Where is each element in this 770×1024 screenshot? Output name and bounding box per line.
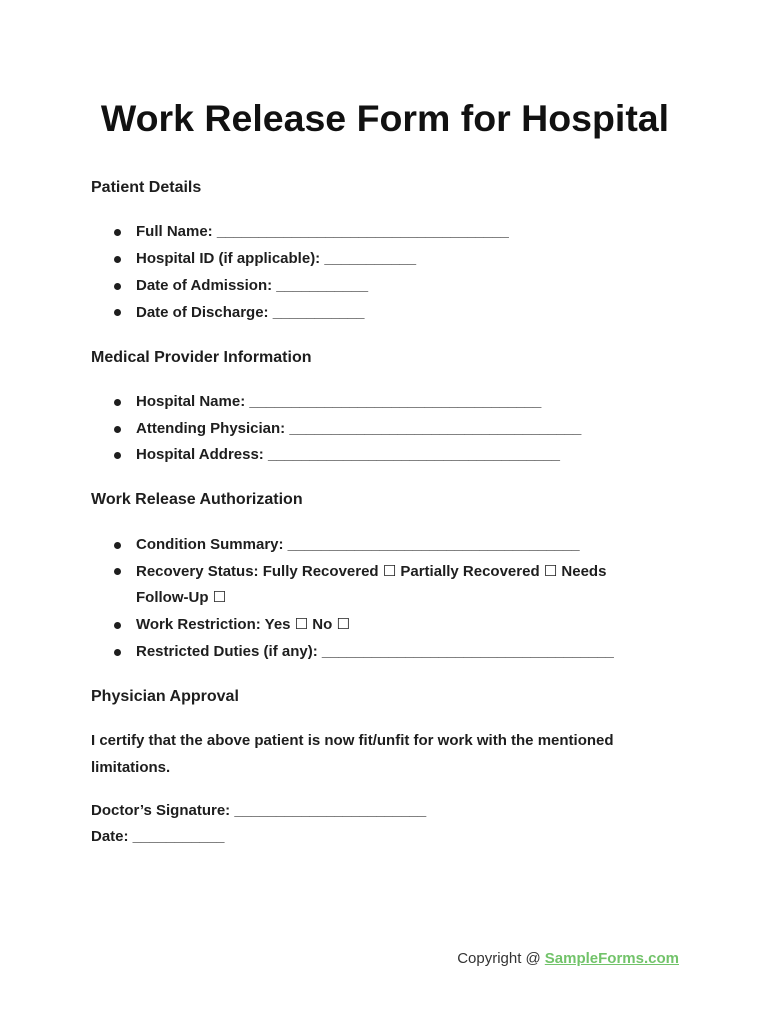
bullet-icon	[114, 399, 121, 406]
field-condition-summary	[91, 532, 632, 559]
bullet-icon	[114, 426, 121, 433]
form-body	[91, 176, 679, 870]
field-date-of-admission	[91, 273, 632, 300]
field-date-of-discharge	[91, 300, 632, 327]
field-list	[91, 219, 632, 326]
field-text: Restricted Duties (if any): ___________________________________	[136, 642, 614, 660]
field-hospital-id	[91, 246, 632, 273]
section-work-release-authorization	[91, 488, 679, 665]
bullet-icon	[114, 622, 121, 629]
field-list	[91, 532, 632, 666]
field-text: Recovery Status: Fully Recovered ☐ Partially Recovered ☐ Needs Follow-Up ☐	[136, 562, 607, 607]
section-heading: Medical Provider Information	[91, 348, 312, 366]
bullet-icon	[114, 283, 121, 290]
field-text: Hospital ID (if applicable): ___________	[136, 250, 417, 268]
field-hospital-address	[91, 442, 632, 469]
field-text: Condition Summary: ___________________________________	[136, 535, 580, 553]
document-title: Work Release Form for Hospital	[100, 97, 670, 139]
section-heading: Work Release Authorization	[91, 491, 303, 509]
field-work-restriction	[91, 612, 632, 639]
section-physician-approval	[91, 685, 679, 851]
bullet-icon	[114, 542, 121, 549]
field-text: Work Restriction: Yes ☐ No ☐	[136, 615, 350, 633]
bullet-icon	[114, 309, 121, 316]
section-heading: Patient Details	[91, 179, 202, 196]
footer	[457, 946, 679, 972]
field-text: Attending Physician: ___________________________________	[136, 419, 582, 437]
certification-statement: I certify that the above patient is now fit/unfit for work with the mentioned limitations.	[91, 732, 614, 776]
field-full-name	[91, 219, 632, 246]
doctor-signature-field: Doctor’s Signature: _______________________	[91, 801, 427, 819]
field-text: Date of Admission: ___________	[136, 276, 369, 294]
section-medical-provider	[91, 346, 679, 470]
field-text: Hospital Name: ___________________________________	[136, 392, 542, 410]
bullet-icon	[114, 256, 121, 263]
field-text: Hospital Address: ___________________________________	[136, 446, 560, 464]
field-hospital-name	[91, 389, 632, 416]
date-field: Date: ___________	[91, 828, 225, 846]
field-restricted-duties	[91, 639, 632, 666]
signoff-block	[91, 798, 679, 851]
bullet-icon	[114, 452, 121, 459]
field-list	[91, 389, 632, 469]
copyright-label: Copyright @	[457, 950, 541, 967]
bullet-icon	[114, 229, 121, 236]
section-patient-details	[91, 176, 679, 326]
field-text: Full Name: ___________________________________	[136, 223, 509, 241]
field-recovery-status	[91, 559, 632, 612]
bullet-icon	[114, 568, 121, 575]
bullet-icon	[114, 649, 121, 656]
section-heading: Physician Approval	[91, 687, 239, 705]
brand-link[interactable]: SampleForms.com	[544, 950, 679, 967]
field-text: Date of Discharge: ___________	[136, 303, 365, 321]
field-attending-physician	[91, 416, 632, 443]
